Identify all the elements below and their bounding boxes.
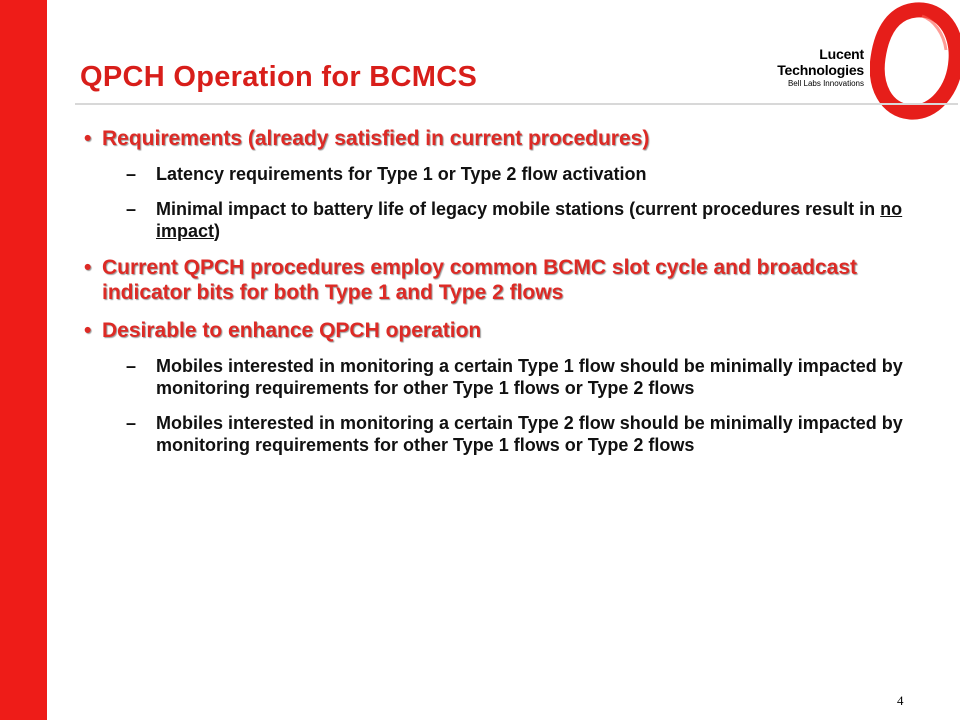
slide-title: QPCH Operation for BCMCS bbox=[80, 61, 478, 93]
title-divider bbox=[75, 103, 958, 105]
sub-item-latency bbox=[84, 163, 904, 185]
bullet-dot: • bbox=[84, 256, 92, 279]
slide-body bbox=[84, 126, 904, 456]
page-number: 4 bbox=[897, 693, 904, 708]
dash-marker: – bbox=[126, 413, 137, 433]
sub-item-type2 bbox=[84, 412, 904, 456]
dash-marker: – bbox=[126, 164, 137, 184]
sub-item-type1 bbox=[84, 355, 904, 399]
left-accent-bar bbox=[0, 0, 47, 720]
bullet-dot: • bbox=[84, 127, 92, 150]
logo-company-name: Lucent Technologies bbox=[777, 46, 864, 78]
bullet-enhance bbox=[84, 318, 904, 343]
sub-item-text: Mobiles interested in monitoring a certain Type 2 flow should be minimally impacted by monitoring requirements for other Type 1 flows or Type 2 flows bbox=[156, 413, 903, 455]
bullet-current-procedures bbox=[84, 255, 904, 305]
dash-marker: – bbox=[126, 356, 137, 376]
bullet-dot: • bbox=[84, 319, 92, 342]
sub-item-text: Latency requirements for Type 1 or Type 2 flow activation bbox=[156, 164, 647, 184]
bullet-text: Requirements (already satisfied in current procedures) bbox=[102, 127, 650, 150]
dash-marker: – bbox=[126, 199, 137, 219]
bullet-text: Current QPCH procedures employ common BCMC slot cycle and broadcast indicator bits for both Type 1 and Type 2 flows bbox=[102, 256, 857, 304]
lucent-logo bbox=[730, 0, 960, 128]
logo-tagline: Bell Labs Innovations bbox=[787, 79, 864, 88]
sub-item-text-end: ) bbox=[214, 221, 221, 241]
sub-item-text: Minimal impact to battery life of legacy mobile stations (current procedures result in bbox=[156, 199, 881, 219]
bullet-requirements bbox=[84, 126, 904, 151]
bullet-text: Desirable to enhance QPCH operation bbox=[102, 319, 482, 342]
sub-item-battery bbox=[84, 198, 904, 242]
sub-item-text: Mobiles interested in monitoring a certain Type 1 flow should be minimally impacted by monitoring requirements for other Type 1 flows or Type 2 flows bbox=[156, 356, 903, 398]
underlined-text: no impact bbox=[156, 199, 903, 241]
logo-text bbox=[730, 46, 864, 88]
